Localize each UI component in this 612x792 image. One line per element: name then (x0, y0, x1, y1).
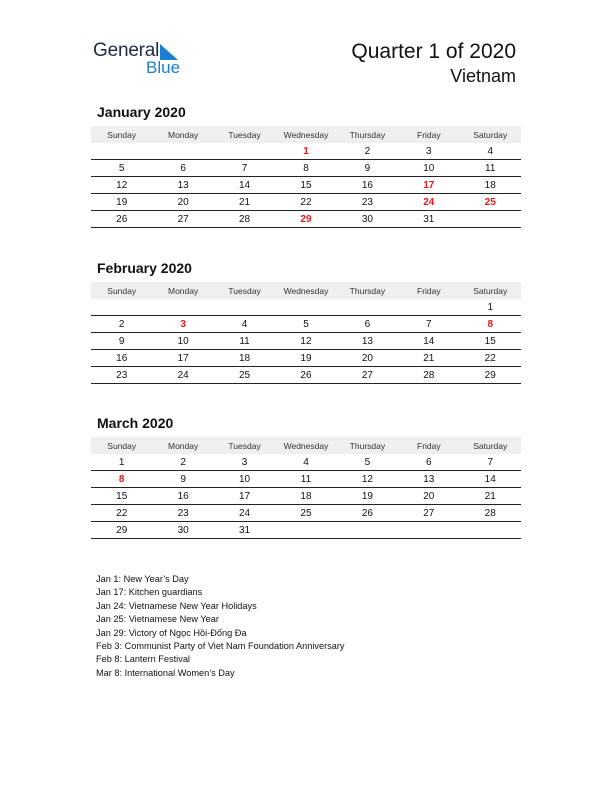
day-cell: 5 (118, 162, 125, 174)
day-cell: 7 (487, 456, 494, 468)
generalblue-logo (93, 40, 203, 80)
day-cell: 27 (423, 507, 435, 519)
weekday-label: Wednesday (283, 440, 329, 451)
weekday-label: Tuesday (228, 440, 261, 451)
weekday-label: Monday (168, 129, 199, 140)
day-cell: 11 (239, 335, 250, 347)
day-cell: 21 (423, 352, 435, 364)
month-title: February 2020 (97, 260, 192, 276)
weekday-label: Sunday (107, 440, 137, 451)
day-cell: 25 (238, 369, 251, 381)
day-cell: 9 (180, 473, 186, 485)
day-cell: 12 (300, 335, 312, 347)
day-cell: 2 (180, 456, 186, 468)
day-cell: 25 (484, 196, 496, 208)
month-weeks (91, 143, 521, 228)
day-cell: 11 (485, 162, 496, 174)
day-cell: 1 (303, 145, 309, 157)
weekday-label: Friday (417, 440, 441, 451)
day-cell: 6 (180, 162, 186, 174)
day-cell: 16 (361, 179, 373, 191)
weekday-label: Tuesday (228, 285, 261, 296)
day-cell: 18 (300, 490, 312, 502)
day-cell: 21 (484, 490, 496, 502)
weekday-label: Monday (168, 285, 199, 296)
day-cell: 19 (300, 352, 312, 364)
month-weeks (91, 299, 521, 384)
day-cell: 20 (177, 196, 189, 208)
day-cell: 7 (426, 318, 432, 330)
week-row (91, 350, 521, 367)
day-cell: 3 (241, 456, 248, 468)
weekday-label: Friday (417, 285, 441, 296)
day-cell: 17 (177, 352, 189, 364)
week-row (91, 194, 521, 211)
month-title: January 2020 (97, 104, 186, 120)
weekday-label: Saturday (473, 285, 508, 296)
day-cell: 19 (116, 196, 128, 208)
weekday-label: Sunday (107, 129, 137, 140)
day-cell: 26 (300, 369, 312, 381)
day-cell: 18 (484, 179, 496, 191)
day-cell: 9 (364, 162, 371, 174)
holiday-item: Mar 8: International Women’s Day (96, 667, 235, 678)
day-cell: 31 (238, 524, 251, 536)
day-cell: 14 (484, 473, 496, 485)
day-cell: 31 (423, 213, 435, 225)
holiday-item: Jan 24: Vietnamese New Year Holidays (96, 600, 257, 611)
week-row (91, 471, 521, 488)
day-cell: 12 (361, 473, 373, 485)
week-row (91, 143, 521, 160)
day-cell: 28 (423, 369, 435, 381)
country-name: Vietnam (450, 66, 516, 86)
day-cell: 21 (238, 196, 251, 208)
weekday-label: Saturday (473, 129, 508, 140)
weekday-label: Saturday (473, 440, 508, 451)
logo-text-blue: Blue (146, 58, 181, 77)
day-cell: 1 (118, 456, 125, 468)
month-weeks (91, 454, 521, 539)
day-cell: 26 (361, 507, 373, 519)
day-cell: 9 (118, 335, 125, 347)
weekday-label: Sunday (107, 285, 137, 296)
day-cell: 1 (487, 301, 494, 313)
day-cell: 18 (238, 352, 251, 364)
week-row (91, 211, 521, 228)
day-cell: 28 (238, 213, 251, 225)
weekday-label: Thursday (349, 129, 386, 140)
day-cell: 5 (303, 318, 309, 330)
week-row (91, 333, 521, 350)
day-cell: 26 (116, 213, 128, 225)
day-cell: 24 (423, 196, 435, 208)
day-cell: 11 (300, 473, 312, 485)
day-cell: 3 (180, 318, 186, 330)
day-cell: 17 (423, 179, 435, 191)
day-cell: 10 (238, 473, 251, 485)
day-cell: 3 (426, 145, 432, 157)
weekday-header (91, 126, 521, 143)
day-cell: 20 (423, 490, 435, 502)
weekday-header (91, 437, 521, 454)
day-cell: 29 (116, 524, 128, 536)
day-cell: 7 (241, 162, 248, 174)
week-row (91, 522, 521, 539)
day-cell: 6 (426, 456, 432, 468)
day-cell: 30 (177, 524, 189, 536)
day-cell: 29 (300, 213, 312, 225)
day-cell: 13 (423, 473, 435, 485)
page-title: Quarter 1 of 2020 (351, 40, 516, 63)
holiday-item: Jan 25: Vietnamese New Year (96, 614, 219, 625)
day-cell: 8 (487, 318, 494, 330)
day-cell: 15 (116, 490, 128, 502)
day-cell: 28 (484, 507, 496, 519)
day-cell: 14 (238, 179, 251, 191)
holiday-item: Feb 8: Lantern Festival (96, 654, 190, 665)
day-cell: 12 (116, 179, 128, 191)
holiday-item: Jan 1: New Year’s Day (96, 574, 189, 584)
weekday-header (91, 282, 521, 299)
logo-text-general: General (93, 40, 160, 61)
month-january (91, 104, 521, 228)
day-cell: 27 (361, 369, 373, 381)
weekday-label: Thursday (349, 285, 386, 296)
day-cell: 23 (361, 196, 373, 208)
holiday-list (96, 573, 345, 680)
holiday-item: Jan 29: Victory of Ngọc Hồi-Đống Đa (96, 627, 247, 638)
day-cell: 2 (118, 318, 125, 330)
day-cell: 23 (177, 507, 189, 519)
day-cell: 2 (364, 145, 371, 157)
month-february (91, 260, 521, 384)
day-cell: 22 (484, 352, 496, 364)
day-cell: 14 (423, 335, 435, 347)
day-cell: 6 (364, 318, 371, 330)
week-row (91, 160, 521, 177)
day-cell: 5 (364, 456, 371, 468)
day-cell: 8 (118, 473, 125, 485)
week-row (91, 177, 521, 194)
day-cell: 10 (177, 335, 189, 347)
day-cell: 16 (116, 352, 128, 364)
day-cell: 22 (116, 507, 128, 519)
week-row (91, 505, 521, 522)
day-cell: 4 (303, 456, 309, 468)
day-cell: 29 (484, 369, 496, 381)
holiday-item: Jan 17: Kitchen guardians (96, 587, 203, 598)
month-title: March 2020 (97, 415, 174, 431)
day-cell: 30 (361, 213, 373, 225)
day-cell: 15 (300, 179, 312, 191)
holiday-item: Feb 3: Communist Party of Viet Nam Foundation Anniversary (96, 641, 345, 652)
month-march (91, 415, 521, 539)
day-cell: 16 (177, 490, 189, 502)
weekday-label: Wednesday (283, 285, 329, 296)
day-cell: 13 (361, 335, 373, 347)
week-row (91, 367, 521, 384)
day-cell: 8 (303, 162, 309, 174)
week-row (91, 299, 521, 316)
day-cell: 17 (238, 490, 251, 502)
weekday-label: Thursday (349, 440, 386, 451)
day-cell: 25 (300, 507, 312, 519)
week-row (91, 488, 521, 505)
week-row (91, 454, 521, 471)
day-cell: 20 (361, 352, 373, 364)
day-cell: 24 (238, 507, 251, 519)
day-cell: 23 (116, 369, 128, 381)
day-cell: 13 (177, 179, 189, 191)
week-row (91, 316, 521, 333)
day-cell: 10 (423, 162, 435, 174)
day-cell: 27 (177, 213, 189, 225)
day-cell: 19 (361, 490, 373, 502)
day-cell: 24 (177, 369, 189, 381)
day-cell: 4 (241, 318, 248, 330)
weekday-label: Monday (168, 440, 199, 451)
weekday-label: Wednesday (283, 129, 329, 140)
day-cell: 4 (487, 145, 494, 157)
day-cell: 22 (300, 196, 312, 208)
day-cell: 15 (484, 335, 496, 347)
weekday-label: Tuesday (228, 129, 261, 140)
weekday-label: Friday (417, 129, 441, 140)
